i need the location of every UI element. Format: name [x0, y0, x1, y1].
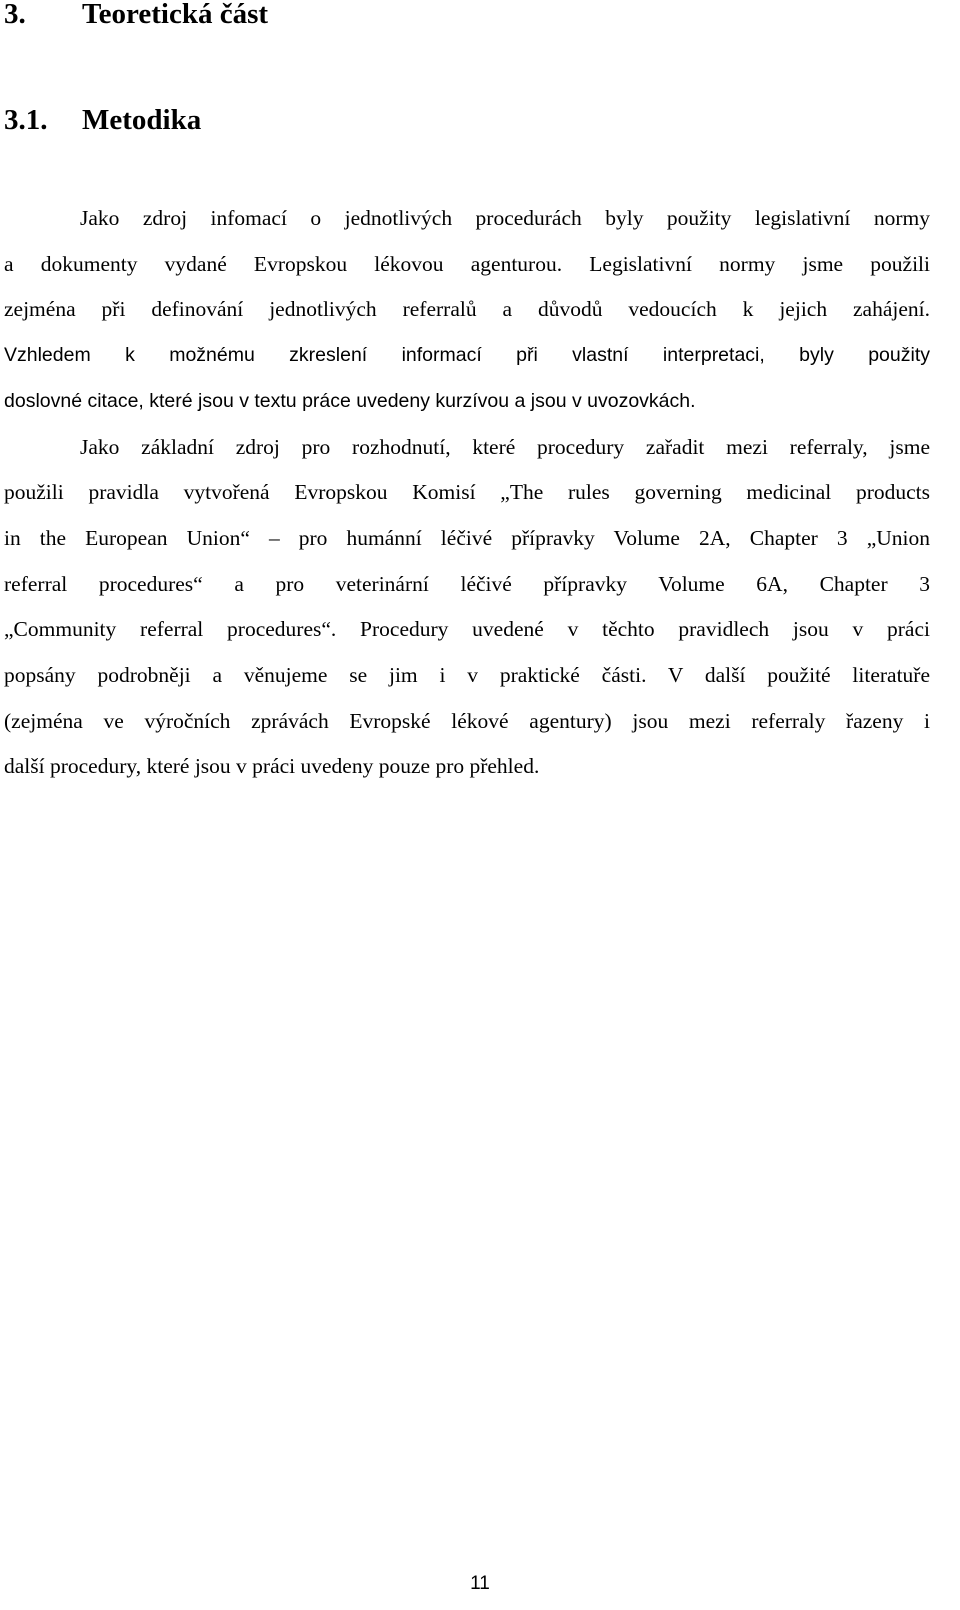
- page-number: 11: [470, 1573, 490, 1594]
- paragraph-line: Jako základní zdroj pro rozhodnutí, které procedury zařadit mezi referraly, jsme: [80, 434, 930, 459]
- paragraph-line: Jako zdroj infomací o jednotlivých procedurách byly použity legislativní normy: [80, 206, 930, 230]
- paragraph-sources: [4, 196, 930, 425]
- paragraph-line: referral procedures“ a pro veterinární léčivé přípravky Volume 6A, Chapter 3: [4, 571, 930, 596]
- paragraph-line: a dokumenty vydané Evropskou lékovou agenturou. Legislativní normy jsme použili: [4, 251, 930, 276]
- paragraph-line: Vzhledem k možnému zkreslení informací při vlastní interpretaci, byly použity: [4, 344, 930, 367]
- section-heading: [4, 100, 201, 140]
- paragraph-line: doslovné citace, které jsou v textu práce uvedeny kurzívou a jsou v uvozovkách.: [4, 389, 696, 412]
- paragraph-line: (zejména ve výročních zprávách Evropské lékové agentury) jsou mezi referraly řazeny i: [4, 708, 930, 733]
- chapter-title: Teoretická část: [82, 0, 269, 30]
- paragraph-referrals: [4, 425, 930, 791]
- chapter-heading: [4, 0, 268, 34]
- paragraph-line: „Community referral procedures“. Procedury uvedené v těchto pravidlech jsou v práci: [4, 617, 930, 642]
- body-text: [4, 196, 930, 790]
- section-title: Metodika: [82, 104, 202, 136]
- paragraph-line: další procedury, které jsou v práci uvedeny pouze pro přehled.: [4, 754, 540, 779]
- section-number: 3.1.: [4, 104, 48, 136]
- paragraph-line: in the European Union“ – pro humánní léčivé přípravky Volume 2A, Chapter 3 „Union: [4, 525, 930, 550]
- paragraph-line: zejména při definování jednotlivých referralů a důvodů vedoucích k jejich zahájení.: [4, 297, 930, 322]
- paragraph-line: popsány podrobněji a věnujeme se jim i v praktické části. V další použité literatuře: [4, 663, 930, 688]
- paragraph-line: použili pravidla vytvořená Evropskou Komisí „The rules governing medicinal products: [4, 480, 930, 505]
- chapter-number: 3.: [4, 0, 26, 30]
